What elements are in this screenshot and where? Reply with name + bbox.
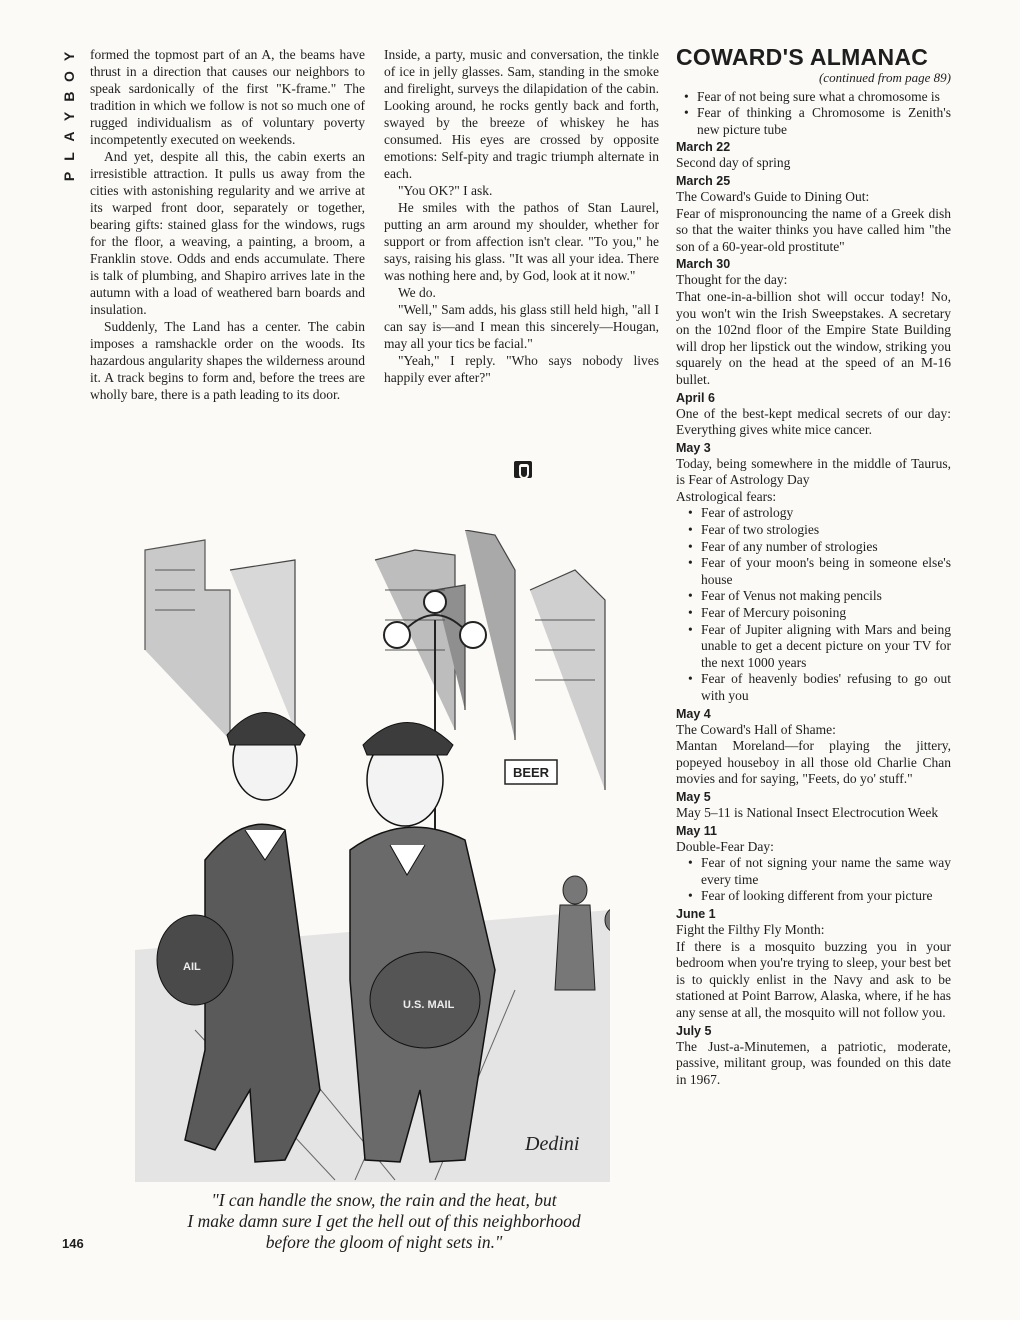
continued-note: (continued from page 89) [818,70,951,85]
article-column-1 [90,46,365,403]
magazine-letter: A [61,130,77,142]
almanac-date: June 1 [676,906,716,921]
article-paragraph: He smiles with the pathos of Stan Laurel, putting an arm around my shoulder, whether for support or from affection isn't clear. "To you," he says, raising his glass. "It was all your idea. There was nothing here and, by God, look at it now." [384,200,659,283]
almanac-date: July 5 [676,1023,712,1038]
bag-label-right: U.S. MAIL [403,999,455,1011]
almanac-bullet-list [676,855,951,905]
almanac-bullet: • Fear of astrology [688,505,951,522]
almanac-entry-text: Fear of mispronouncing the name of a Greek dish so that the waiter thinks you have called him "the son of a 60-year-old prostitute" [676,205,951,254]
magazine-letter: L [61,151,77,161]
almanac-entry-text: Astrological fears: [676,488,777,504]
article-paragraph: "You OK?" I ask. [398,183,493,198]
article-paragraph: formed the topmost part of an A, the beams have thrust in a direction that causes our neighbors to speak sardonically of the first "K-frame." The tradition in which we follow is not so much one of rugged individualism as of voluntary poverty incompetently executed on weekends. [90,47,365,147]
almanac-entry-text: That one-in-a-billion shot will occur today! No, you won't win the Irish Sweepstakes. A secretary on the 102nd floor of the Empire State Building will drop her lipstick out the window, striking you squarely on the head at the speed of an M-16 bullet. [676,288,951,387]
almanac-entry-text: Second day of spring [676,155,791,171]
almanac-entry-text: May 5–11 is National Insect Electrocution Week [676,804,939,820]
article-paragraph: We do. [398,285,436,300]
almanac-bullet: • Fear of your moon's being in someone else's house [688,555,951,588]
cartoon-illustration [135,530,610,1182]
almanac-date: May 4 [676,706,711,721]
almanac-title: COWARD'S ALMANAC [676,44,929,70]
almanac-entry-text: The Coward's Hall of Shame: [676,721,836,737]
postman-right [350,723,495,1163]
almanac-entry-text: Fight the Filthy Fly Month: [676,921,825,937]
article-paragraph: Inside, a party, music and conversation, the tinkle of ice in jelly glasses. Sam, standing in the smoke and firelight, surveys the dilapidation of the cabin. Looking around, he rocks gently back and forth, swayed by the breeze of whiskey he has consumed. His eyes are crossed by opposite emotions: Self-pity and tragic triumph alternate in each. [384,47,659,181]
almanac-bullet: • Fear of heavenly bodies' refusing to go out with you [688,671,951,704]
almanac-entry-text: If there is a mosquito buzzing you in your bedroom when you're trying to sleep, your best bet is to quickly enlist in the Navy and ask to be stationed at Point Barrow, Alaska, where, if he has any sense at all, the mosquito will not follow you. [676,938,951,1020]
almanac-entry-text: Today, being somewhere in the middle of Taurus, is Fear of Astrology Day [676,455,951,488]
almanac-date: May 11 [676,823,718,838]
almanac-bullet: • Fear of not signing your name the same way every time [688,855,951,888]
almanac-entry-text: The Coward's Guide to Dining Out: [676,188,870,204]
almanac-date: March 22 [676,140,731,155]
cowards-almanac-column [676,44,951,1088]
almanac-bullet: • Fear of two strologies [688,522,951,539]
end-of-article-bunny-icon [514,461,532,478]
magazine-letter: B [61,90,77,102]
magazine-letter: Y [61,110,77,122]
caption-line-1: "I can handle the snow, the rain and the heat, but [211,1190,557,1210]
almanac-date: May 5 [676,789,711,804]
artist-signature: Dedini [525,1133,580,1155]
almanac-entry-text: The Just-a-Minutemen, a patriotic, moderate, passive, militant group, was founded on this date in 1967. [676,1038,951,1087]
almanac-bullet-list [676,505,951,704]
bag-label-left: AIL [183,961,201,973]
caption-line-3: before the gloom of night sets in." [265,1232,503,1252]
article-paragraph: "Yeah," I reply. "Who says nobody lives happily ever after?" [384,353,659,385]
intro-bullet-list [676,89,951,139]
cartoon-caption [118,1190,650,1253]
almanac-entry-text: Mantan Moreland—for playing the jittery, popeyed houseboy in all those old Charlie Chan movies and for saying, "Feets, do yo' stuff." [676,738,951,787]
magazine-letter: O [61,70,77,82]
almanac-bullet: • Fear of thinking a Chromosome is Zenith's new picture tube [684,105,951,138]
beer-sign [505,760,557,784]
page-number: 146 [62,1236,84,1251]
almanac-bullet: • Fear of Jupiter aligning with Mars and being unable to get a decent picture on your TV for the next 1000 years [688,622,951,672]
magazine-letter: P [61,170,77,182]
article-paragraph: Suddenly, The Land has a center. The cabin imposes a ramshackle order on the woods. Its hazardous angularity shapes the wilderness around it. A track begins to form and, before the trees are wholly bare, there is a path leading to its door. [90,319,365,402]
almanac-date: March 25 [676,173,731,188]
almanac-entry-text: One of the best-kept medical secrets of our day: Everything gives white mice cancer. [676,405,951,438]
article-paragraph: And yet, despite all this, the cabin exerts an irresistible attraction. It pulls us away from the cities with astonishing regularity and we arrive at its warped front door, separately or together, bearing gifts: stained glass for the windows, rugs for the floor, a weaving, a painting, a broom, a Franklin stove. Odds and ends accumulate. There is talk of plumbing, and Shapiro arrives late in the autumn with a load of weathered barn boards and insulation. [90,149,365,317]
beer-sign-text: BEER [512,765,550,780]
article-column-2 [384,46,659,386]
almanac-date: May 3 [676,440,711,455]
caption-line-2: I make damn sure I get the hell out of this neighborhood [187,1211,581,1231]
almanac-bullet: • Fear of Mercury poisoning [688,605,951,622]
almanac-bullet: • Fear of Venus not making pencils [688,588,951,605]
almanac-date: March 30 [676,257,731,272]
almanac-entries [676,139,951,1088]
article-paragraph: "Well," Sam adds, his glass still held high, "all I can say is—and I mean this sincerely—Hougan, may all your tics be facial." [384,302,659,351]
almanac-date: April 6 [676,390,715,405]
almanac-entry-text: Thought for the day: [676,272,788,288]
almanac-bullet: • Fear of not being sure what a chromosome is [684,89,951,106]
almanac-bullet: • Fear of looking different from your picture [688,888,951,905]
almanac-bullet: • Fear of any number of strologies [688,539,951,556]
magazine-name-vertical [58,46,80,186]
almanac-entry-text: Double-Fear Day: [676,838,774,854]
magazine-letter: Y [61,50,77,62]
